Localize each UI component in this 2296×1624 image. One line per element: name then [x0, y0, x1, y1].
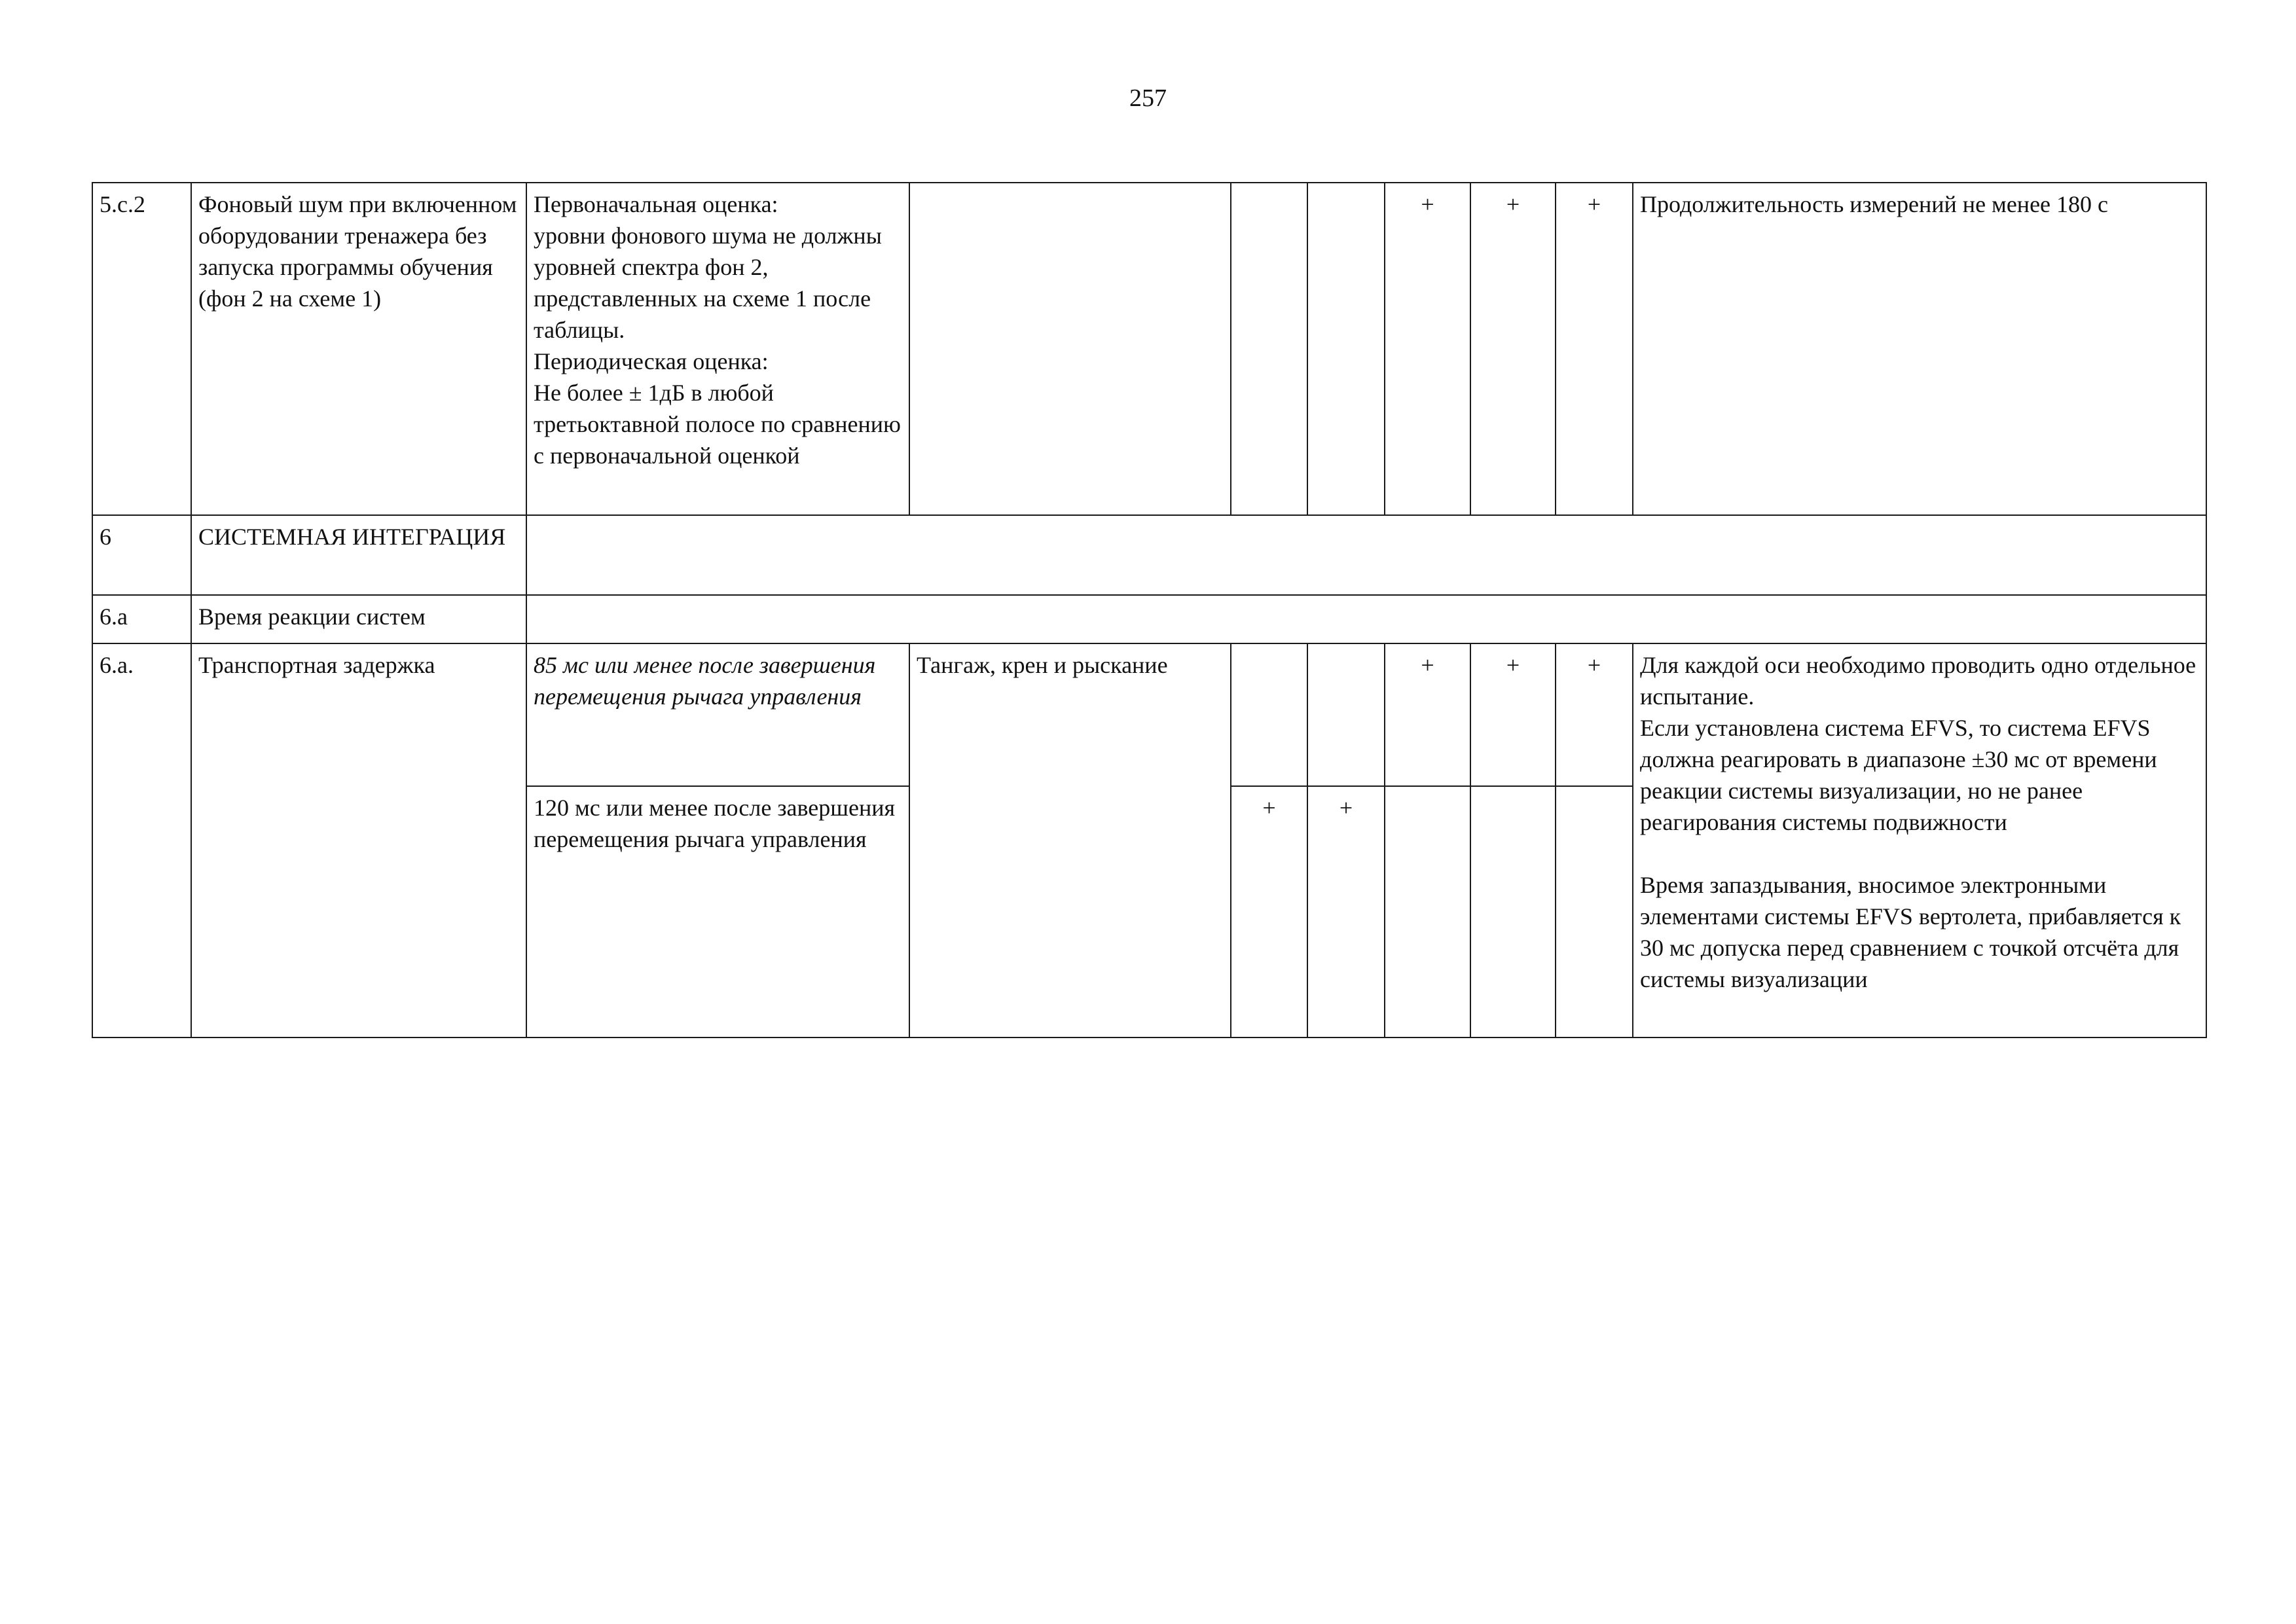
row-note: Для каждой оси необходимо проводить одно отдельное испытание. Если установлена система EFVS, то система EFVS должна реагировать в диапазоне ±30 мс от времени реакции системы визуализации, но не ранее реагирования системы подвижности Время запаздывания, вносимое электронными элементами системы EFVS вертолета, прибавляется к 30 мс допуска перед сравнением с точкой отсчёта для системы визуализации	[1633, 643, 2206, 1038]
row-code: 6.а.	[92, 643, 191, 1038]
row-condition	[909, 183, 1231, 515]
mark-cell-1	[1231, 643, 1307, 786]
mark-cell-1	[1231, 183, 1307, 515]
row-code: 5.c.2	[92, 183, 191, 515]
row-requirement: Первоначальная оценка: уровни фонового шума не должны уровней спектра фон 2, представленных на схеме 1 после таблицы. Периодическая оценка: Не более ± 1дБ в любой третьоктавной полосе по сравнению с первоначальной оценкой	[526, 183, 909, 515]
row-name: Транспортная задержка	[191, 643, 526, 1038]
table-row-6a1-upper	[92, 643, 2206, 786]
mark-cell-2	[1307, 643, 1385, 786]
table-row-5c2	[92, 183, 2206, 515]
subsection-title: Время реакции систем	[191, 595, 526, 643]
row-condition: Тангаж, крен и рыскание	[909, 643, 1231, 1038]
mark-cell-3: +	[1385, 183, 1470, 515]
mark-cell-4	[1470, 786, 1556, 1038]
requirements-table	[92, 182, 2207, 1038]
row-empty-span	[526, 595, 2206, 643]
mark-cell-5	[1556, 786, 1633, 1038]
mark-cell-3: +	[1385, 643, 1470, 786]
page-number: 257	[1129, 84, 1167, 112]
row-note: Продолжительность измерений не менее 180 с	[1633, 183, 2206, 515]
requirement-85ms: 85 мс или менее после завершения перемещения рычага управления	[526, 643, 909, 786]
section-title: СИСТЕМНАЯ ИНТЕГРАЦИЯ	[191, 515, 526, 595]
row-name: Фоновый шум при включенном оборудовании тренажера без запуска программы обучения (фон 2 на схеме 1)	[191, 183, 526, 515]
mark-cell-3	[1385, 786, 1470, 1038]
mark-cell-2: +	[1307, 786, 1385, 1038]
requirement-120ms: 120 мс или менее после завершения перемещения рычага управления	[526, 786, 909, 1038]
mark-cell-4: +	[1470, 183, 1556, 515]
table-row-6a	[92, 595, 2206, 643]
row-empty-span	[526, 515, 2206, 595]
row-code: 6.а	[92, 595, 191, 643]
mark-cell-5: +	[1556, 643, 1633, 786]
mark-cell-4: +	[1470, 643, 1556, 786]
row-code: 6	[92, 515, 191, 595]
mark-cell-2	[1307, 183, 1385, 515]
table-row-6	[92, 515, 2206, 595]
mark-cell-1: +	[1231, 786, 1307, 1038]
mark-cell-5: +	[1556, 183, 1633, 515]
